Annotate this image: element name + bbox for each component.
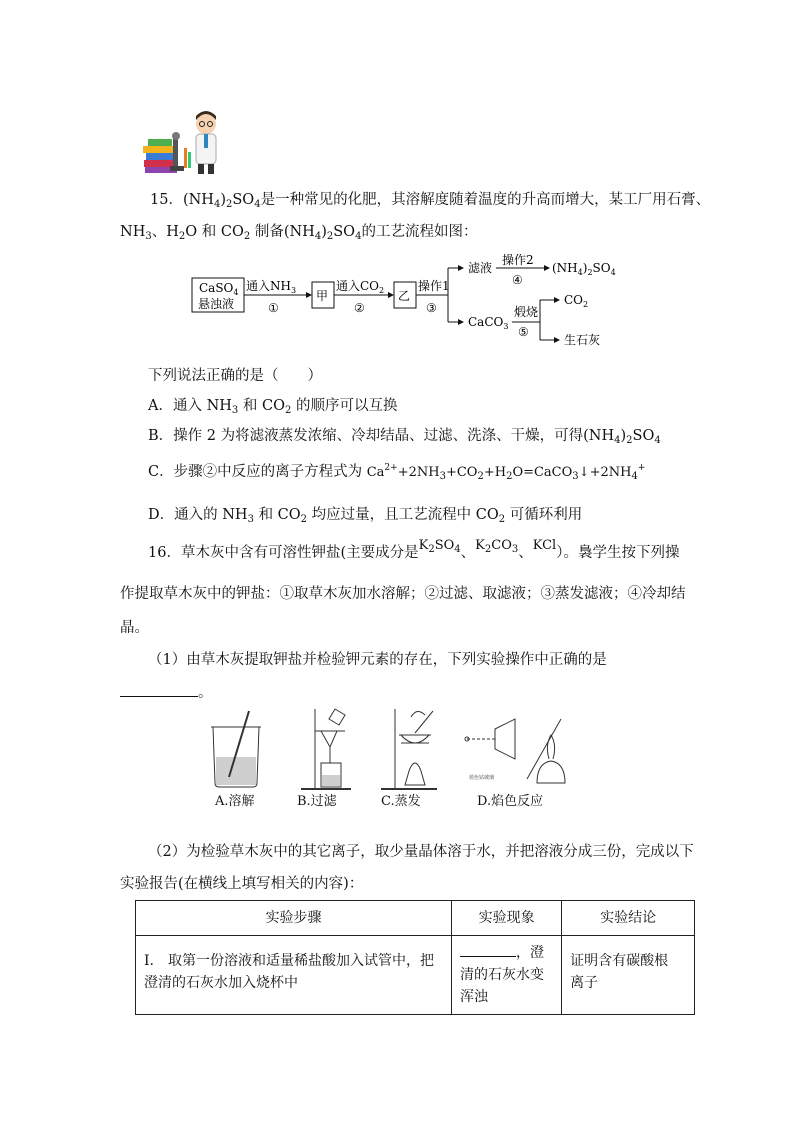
answer-blank[interactable]: [460, 942, 516, 957]
q16-text: 。: [198, 685, 213, 701]
q16-line3: 晶。: [120, 620, 149, 636]
row1-step-text: I. 取第一份溶液和适量稀盐酸加入试管中，把: [144, 953, 434, 969]
row1-concl-text: 离子: [570, 975, 599, 991]
filter-stand-icon: [301, 709, 351, 789]
q16-sub1: （1）由草木灰提取钾盐并检验钾元素的存在，下列实验操作中正确的是: [148, 652, 607, 668]
q16-text: 、: [460, 545, 476, 561]
q16-sub2-line2: 实验报告(在横线上填写相关的内容)：: [120, 876, 364, 892]
experiment-report-table: [135, 900, 695, 1015]
q16-line1: 16．草木灰中含有可溶性钾盐(主要成分是$K_2SO_4$、$K_2CO_3$、KCl）。裊学生按下列操: [148, 538, 680, 561]
step4-number: ④: [512, 273, 523, 287]
header-conclusion: 实验结论: [562, 901, 695, 936]
step5-number: ⑤: [518, 325, 529, 339]
evaporating-dish-icon: [381, 709, 437, 789]
table-row: [136, 936, 695, 1015]
option-c-text: C．步骤②中反应的离子方程式为: [148, 464, 363, 480]
step3-label: 操作1: [418, 279, 450, 293]
cobalt-glass-label: 蓝色钴玻璃: [469, 775, 495, 781]
option-c: [148, 458, 645, 487]
ionic-equation: $Ca^{2+}+2NH_3+CO_2+H_2O=CaCO_3↓+2NH_4^+$: [366, 463, 646, 482]
step4-label: 操作2: [502, 254, 534, 267]
row1-phen-text: ，澄: [516, 945, 545, 961]
header-step: 实验步骤: [136, 901, 452, 936]
row1-phenomenon: [452, 936, 562, 1015]
start-box-bottom: 悬浊液: [198, 297, 235, 311]
box-yi: 乙: [398, 289, 411, 303]
header-phenomenon: 实验现象: [452, 901, 562, 936]
beaker-icon: [211, 711, 261, 787]
option-a-text: 和 CO: [242, 398, 285, 414]
product-quicklime: 生石灰: [564, 333, 601, 347]
option-d: D．通入的 $NH_3$ 和 $CO_2$ 均应过量，且工艺流程中 $CO_2$ 可循环利用: [148, 507, 583, 525]
option-b-text: B．操作 2 为将滤液蒸发浓缩、冷却结晶、过滤、洗涤、干燥，可得: [148, 428, 584, 444]
option-d-text: 均应过量，且工艺流程中 CO: [311, 507, 499, 523]
step1-label: 通入$NH_3$: [246, 279, 297, 295]
label-b-filter: B.过滤: [297, 794, 337, 809]
product-ammonium-sulfate: $(NH_4)_2SO_4$: [552, 261, 616, 277]
start-box-top: CaSO$_4$: [199, 281, 239, 297]
box-jia: 甲: [316, 289, 329, 303]
label-a-dissolve: A.溶解: [215, 794, 255, 809]
q15-text: 、H: [151, 224, 179, 240]
q15-line1: 15．$(NH_4)_2SO_4$是一种常见的化肥，其溶解度随着温度的升高而增大，某工厂用石膏、: [150, 192, 711, 210]
q16-sub1-blank: [120, 680, 213, 703]
step5-label: 煅烧: [514, 305, 539, 319]
option-a-text: 的顺序可以互换: [295, 398, 398, 414]
q16-line2: 作提取草木灰中的钾盐：①取草木灰加水溶解；②过滤、取滤液；③蒸发滤液；④冷却结: [120, 586, 686, 602]
row1-step-text: 澄清的石灰水加入烧杯中: [144, 975, 298, 991]
option-d-text: 和 CO: [258, 507, 301, 523]
option-b: B．操作 2 为将滤液蒸发浓缩、冷却结晶、过滤、洗涤、干燥，可得$(NH_4)_2SO_4$: [148, 428, 661, 446]
q15-question: 下列说法正确的是（ ）: [148, 368, 322, 384]
q15-line2: $NH_3$、$H_2O$ 和 $CO_2$ 制备$(NH_4)_2SO_4$的工艺流程如图：: [120, 224, 478, 242]
answer-blank[interactable]: [120, 680, 198, 697]
q16-text: ）。裊学生按下列操: [556, 545, 680, 561]
apparatus-figure: [205, 705, 585, 815]
q15-text: O 和 CO: [185, 224, 244, 240]
step2-label: 通入$CO_2$: [336, 279, 385, 295]
row1-phen-text: 清的石灰水变: [460, 967, 545, 983]
step2-number: ②: [354, 301, 365, 315]
row1-phen-text: 浑浊: [460, 989, 489, 1005]
q16-text: 、: [518, 545, 533, 561]
label-c-evaporate: C.蒸发: [381, 794, 421, 809]
filtrate-label: 滤液: [468, 261, 493, 275]
question-number: 15．: [150, 192, 183, 208]
flame-test-icon: [465, 719, 565, 783]
option-a: A．通入 $NH_3$ 和 $CO_2$ 的顺序可以互换: [148, 398, 398, 416]
option-a-text: A．通入 NH: [148, 398, 232, 414]
scientist-illustration: [140, 108, 222, 176]
caco3-label: CaCO$_3$: [468, 315, 509, 331]
q15-text: 是一种常见的化肥，其溶解度随着温度的升高而增大，某工厂用石膏、: [260, 192, 711, 208]
step3-number: ③: [426, 301, 437, 315]
product-co2: $CO_2$: [564, 293, 589, 309]
option-d-text: 可循环利用: [509, 507, 583, 523]
table-header-row: [136, 901, 695, 936]
row1-concl-text: 证明含有碳酸根: [570, 953, 669, 969]
option-d-text: D．通入的 NH: [148, 507, 248, 523]
q15-text: 制备: [254, 224, 284, 240]
q16-sub2-line1: （2）为检验草木灰中的其它离子，取少量晶体溶于水，并把溶液分成三份，完成以下: [148, 844, 694, 860]
row1-conclusion: [562, 936, 695, 1015]
row1-step: [136, 936, 452, 1015]
step1-number: ①: [268, 301, 279, 315]
q16-text: 16．草木灰中含有可溶性钾盐(主要成分是: [148, 545, 419, 561]
process-flow-diagram: [190, 254, 630, 350]
label-d-flame-test: D.焰色反应: [477, 794, 544, 809]
q15-text: 的工艺流程如图：: [361, 224, 478, 240]
